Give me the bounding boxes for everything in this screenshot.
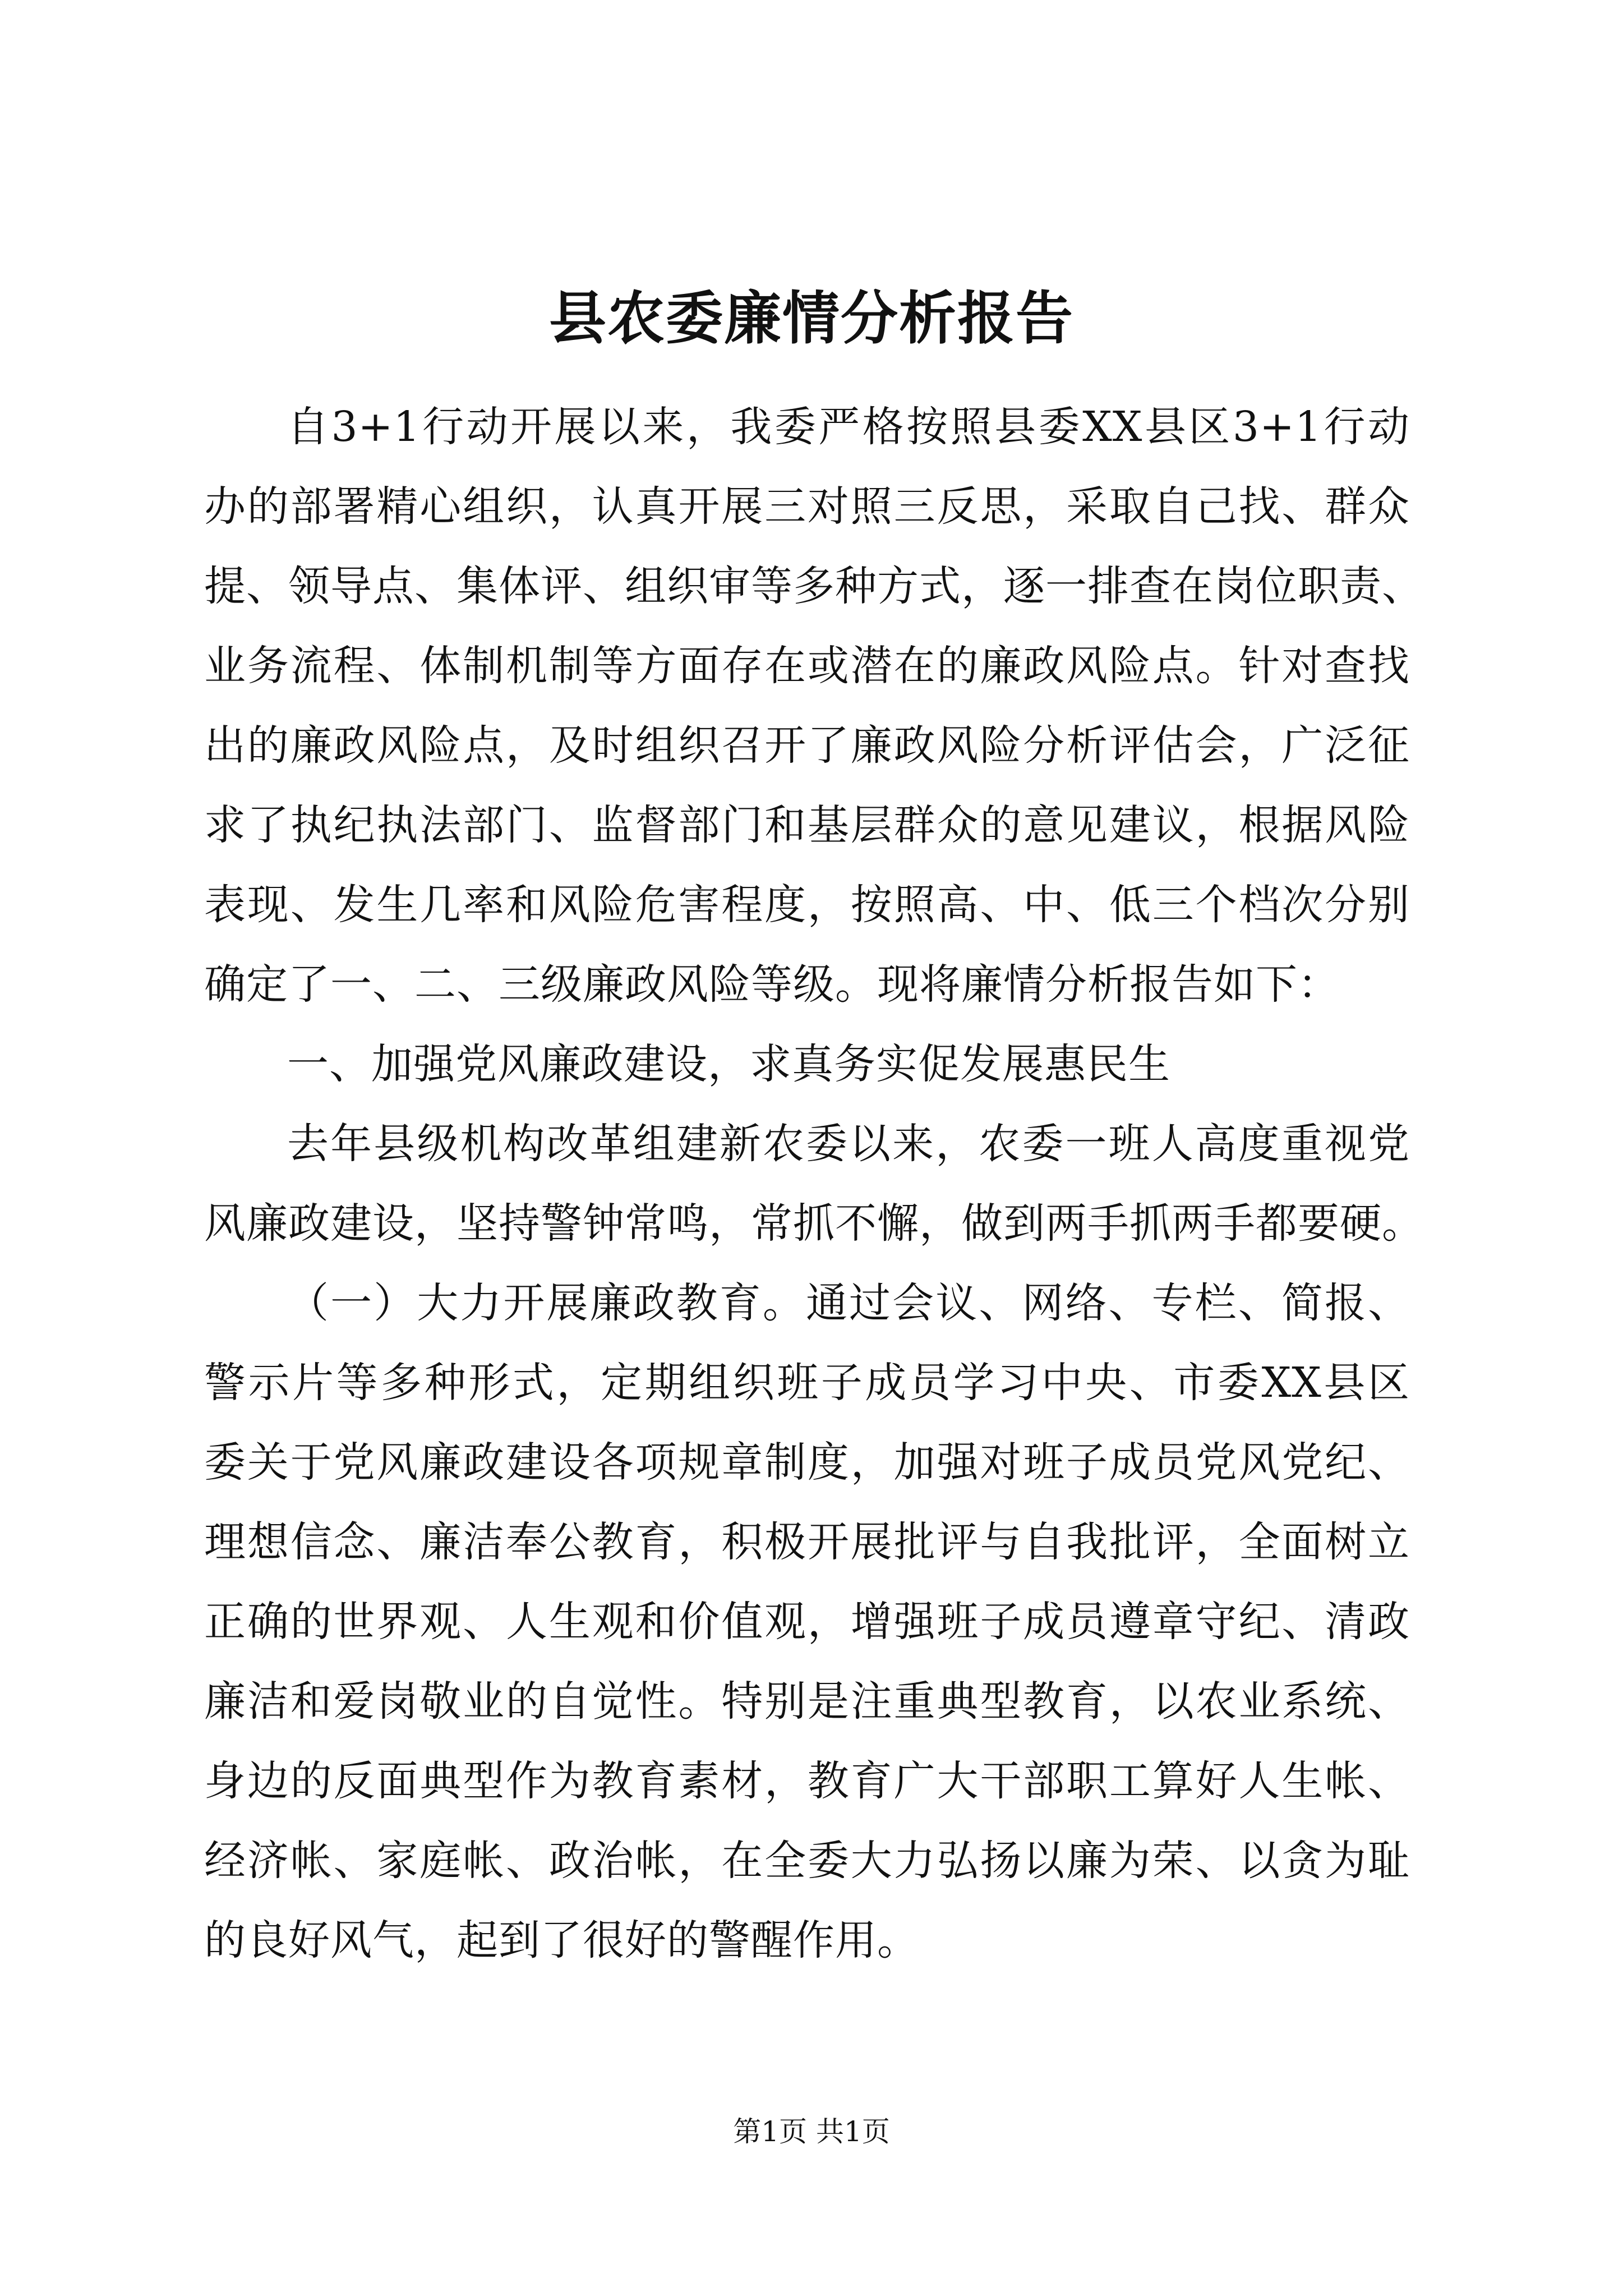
text-line: 廉洁和爱岗敬业的自觉性。特别是注重典型教育，以农业系统、 <box>204 1677 1410 1726</box>
document-body <box>204 387 1424 1980</box>
text-line: 身边的反面典型作为教育素材，教育广大干部职工算好人生帐、 <box>204 1757 1410 1805</box>
text-line: 警示片等多种形式，定期组织班子成员学习中央、市委XX县区 <box>204 1359 1410 1407</box>
text-line: 确定了一、二、三级廉政风险等级。现将廉情分析报告如下： <box>204 960 1340 1009</box>
text-line: 风廉政建设，坚持警钟常鸣，常抓不懈，做到两手抓两手都要硬。 <box>204 1199 1424 1248</box>
text-line: 正确的世界观、人生观和价值观，增强班子成员遵章守纪、清政 <box>204 1598 1410 1646</box>
text-line: 出的廉政风险点，及时组织召开了廉政风险分析评估会，广泛征 <box>204 721 1410 770</box>
text-line: 的良好风气，起到了很好的警醒作用。 <box>204 1916 919 1964</box>
text-line: 经济帐、家庭帐、政治帐，在全委大力弘扬以廉为荣、以贪为耻 <box>204 1837 1410 1885</box>
page-footer: 第1页 共1页 <box>733 2115 890 2148</box>
text-line: 自3+1行动开展以来，我委严格按照县委XX县区3+1行动 <box>287 403 1410 451</box>
text-line: 办的部署精心组织，认真开展三对照三反思，采取自己找、群众 <box>204 482 1410 531</box>
text-line: 去年县级机构改革组建新农委以来，农委一班人高度重视党 <box>287 1120 1410 1168</box>
text-line: 业务流程、体制机制等方面存在或潜在的廉政风险点。针对查找 <box>204 642 1410 690</box>
document-title: 县农委廉情分析报告 <box>549 285 1074 352</box>
section-heading: 一、加强党风廉政建设，求真务实促发展惠民生 <box>287 1040 1170 1088</box>
text-line: 求了执纪执法部门、监督部门和基层群众的意见建议，根据风险 <box>204 801 1410 849</box>
text-line: 理想信念、廉洁奉公教育，积极开展批评与自我批评，全面树立 <box>204 1518 1410 1566</box>
text-line: 提、领导点、集体评、组织审等多种方式，逐一排查在岗位职责、 <box>204 562 1424 610</box>
text-line: 委关于党风廉政建设各项规章制度，加强对班子成员党风党纪、 <box>204 1438 1410 1487</box>
text-line: （一）大力开展廉政教育。通过会议、网络、专栏、简报、 <box>287 1279 1410 1327</box>
text-line: 表现、发生几率和风险危害程度，按照高、中、低三个档次分别 <box>204 881 1410 929</box>
